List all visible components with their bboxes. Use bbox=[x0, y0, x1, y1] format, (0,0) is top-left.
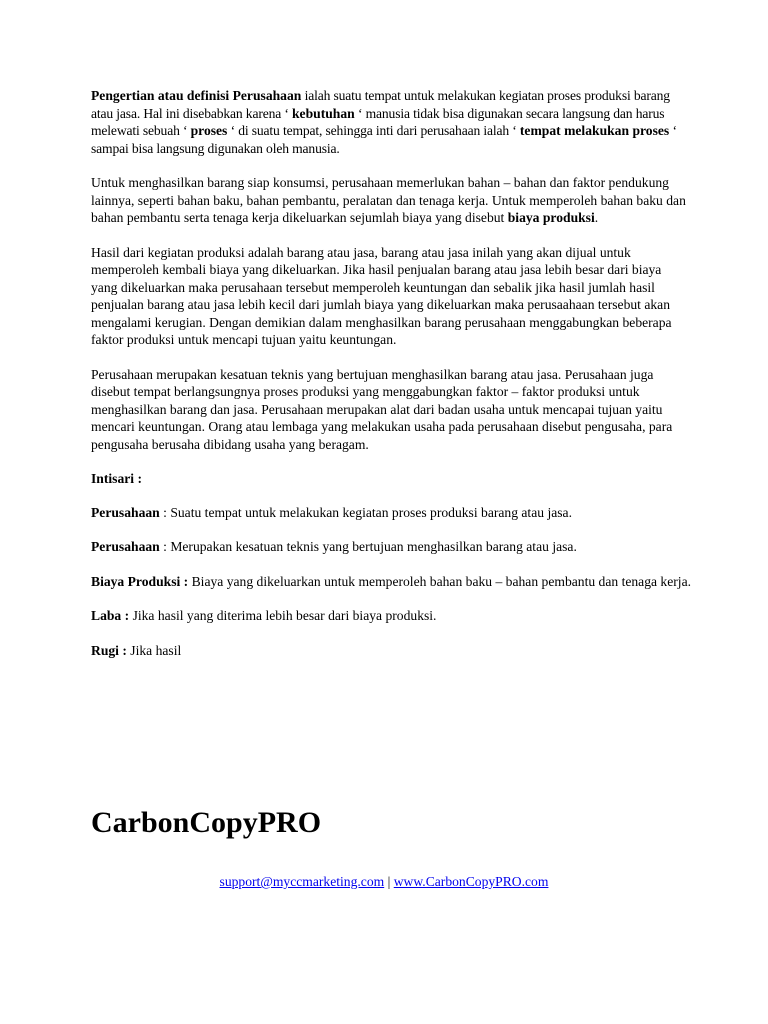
support-email-link[interactable]: support@myccmarketing.com bbox=[219, 874, 385, 889]
footer-links bbox=[0, 874, 768, 890]
definition-term: Laba : bbox=[91, 608, 130, 623]
paragraph-text: ‘ manusia tidak bisa digunakan secara langsung dan harus melewati sebuah ‘ bbox=[91, 105, 665, 138]
bold-term-definition: Pengertian atau definisi Perusahaan bbox=[91, 88, 302, 103]
paragraph-kesatuan: Perusahaan merupakan kesatuan teknis yang bertujuan menghasilkan barang atau jasa. Perusahaan juga disebut tempat berlangsungnya proses produksi yang menggabungkan faktor – faktor produksi untuk menghasilkan barang dan jasa. Perusahaan merupakan alat dari badan usaha untuk mencapai tujuan yaitu mencari keuntungan. Orang atau lembaga yang melakukan usaha pada perusahaan disebut pengusaha, para pengusaha berusaha dibidang usaha yang beragam. bbox=[91, 366, 673, 452]
definition-term: Perusahaan bbox=[91, 539, 160, 554]
paragraph-bahan bbox=[91, 174, 691, 227]
definition-item bbox=[91, 607, 691, 625]
footer-separator: | bbox=[384, 874, 394, 889]
definition-text: Merupakan kesatuan teknis yang bertujuan menghasilkan barang atau jasa. bbox=[170, 539, 577, 554]
intisari-heading: Intisari : bbox=[91, 471, 142, 486]
paragraph-definition bbox=[91, 87, 691, 157]
definition-text: Jika hasil bbox=[130, 642, 182, 658]
paragraph-hasil: Hasil dari kegiatan produksi adalah barang atau jasa, barang atau jasa inilah yang akan dijual untuk memperoleh kembali biaya yang dikeluarkan. Jika hasil penjualan barang atau jasa lebih besar dari biaya yang dikeluarkan maka perusahaan tersebut memperoleh keuntungan dan sebalik jika hasil jumlah hasil penjualan barang atau jasa lebih kecil dari jumlah biaya yang dikeluarkan maka perusaahaan tersebut akan mengalami kerugian. Dengan demikian dalam menghasilkan barang perusahaan menggabungkan beberapa faktor produksi untuk mencapi tujuan yaitu keuntungan. bbox=[91, 244, 672, 347]
definition-term: Rugi : bbox=[91, 642, 127, 658]
definition-term: Perusahaan bbox=[91, 504, 160, 520]
definition-term: Biaya Produksi : bbox=[91, 573, 189, 589]
paragraph-text: ialah suatu tempat untuk melakukan kegiatan proses produksi barang atau jasa. Hal ini disebabkan karena ‘ bbox=[91, 88, 670, 121]
bold-term-proses: proses bbox=[190, 123, 228, 138]
definition-item bbox=[91, 504, 691, 522]
bold-term-tempat: tempat melakukan proses bbox=[519, 123, 670, 138]
definition-text: Jika hasil yang diterima lebih besar dari biaya produksi. bbox=[132, 608, 437, 623]
definition-item bbox=[91, 538, 691, 556]
definition-item bbox=[91, 573, 691, 591]
bold-term-biaya-produksi: biaya produksi bbox=[507, 210, 595, 225]
definition-text: Biaya yang dikeluarkan untuk memperoleh bahan baku – bahan pembantu dan tenaga kerja. bbox=[191, 573, 692, 589]
paragraph-text: ‘ sampai bisa langsung digunakan oleh manusia. bbox=[91, 123, 677, 156]
paragraph-text: Untuk menghasilkan barang siap konsumsi, perusahaan memerlukan bahan – bahan dan faktor pendukung lainnya, seperti bahan baku, bahan pembantu, peralatan dan tenaga kerja. Untuk memperoleh bahan baku dan bahan pembantu serta tenaga kerja dikeluarkan sejumlah biaya yang disebut bbox=[91, 175, 686, 225]
definition-separator: : bbox=[159, 504, 171, 520]
paragraph-text: . bbox=[594, 210, 599, 225]
paragraph-text: ‘ di suatu tempat, sehingga inti dari perusahaan ialah ‘ bbox=[227, 123, 520, 138]
brand-title: CarbonCopyPRO bbox=[91, 806, 322, 839]
definition-item bbox=[91, 642, 691, 660]
definition-separator: : bbox=[159, 539, 171, 554]
bold-term-kebutuhan: kebutuhan bbox=[292, 105, 355, 121]
website-link[interactable]: www.CarbonCopyPRO.com bbox=[393, 874, 549, 889]
document-body bbox=[91, 87, 691, 676]
definition-text: Suatu tempat untuk melakukan kegiatan proses produksi barang atau jasa. bbox=[170, 504, 572, 520]
